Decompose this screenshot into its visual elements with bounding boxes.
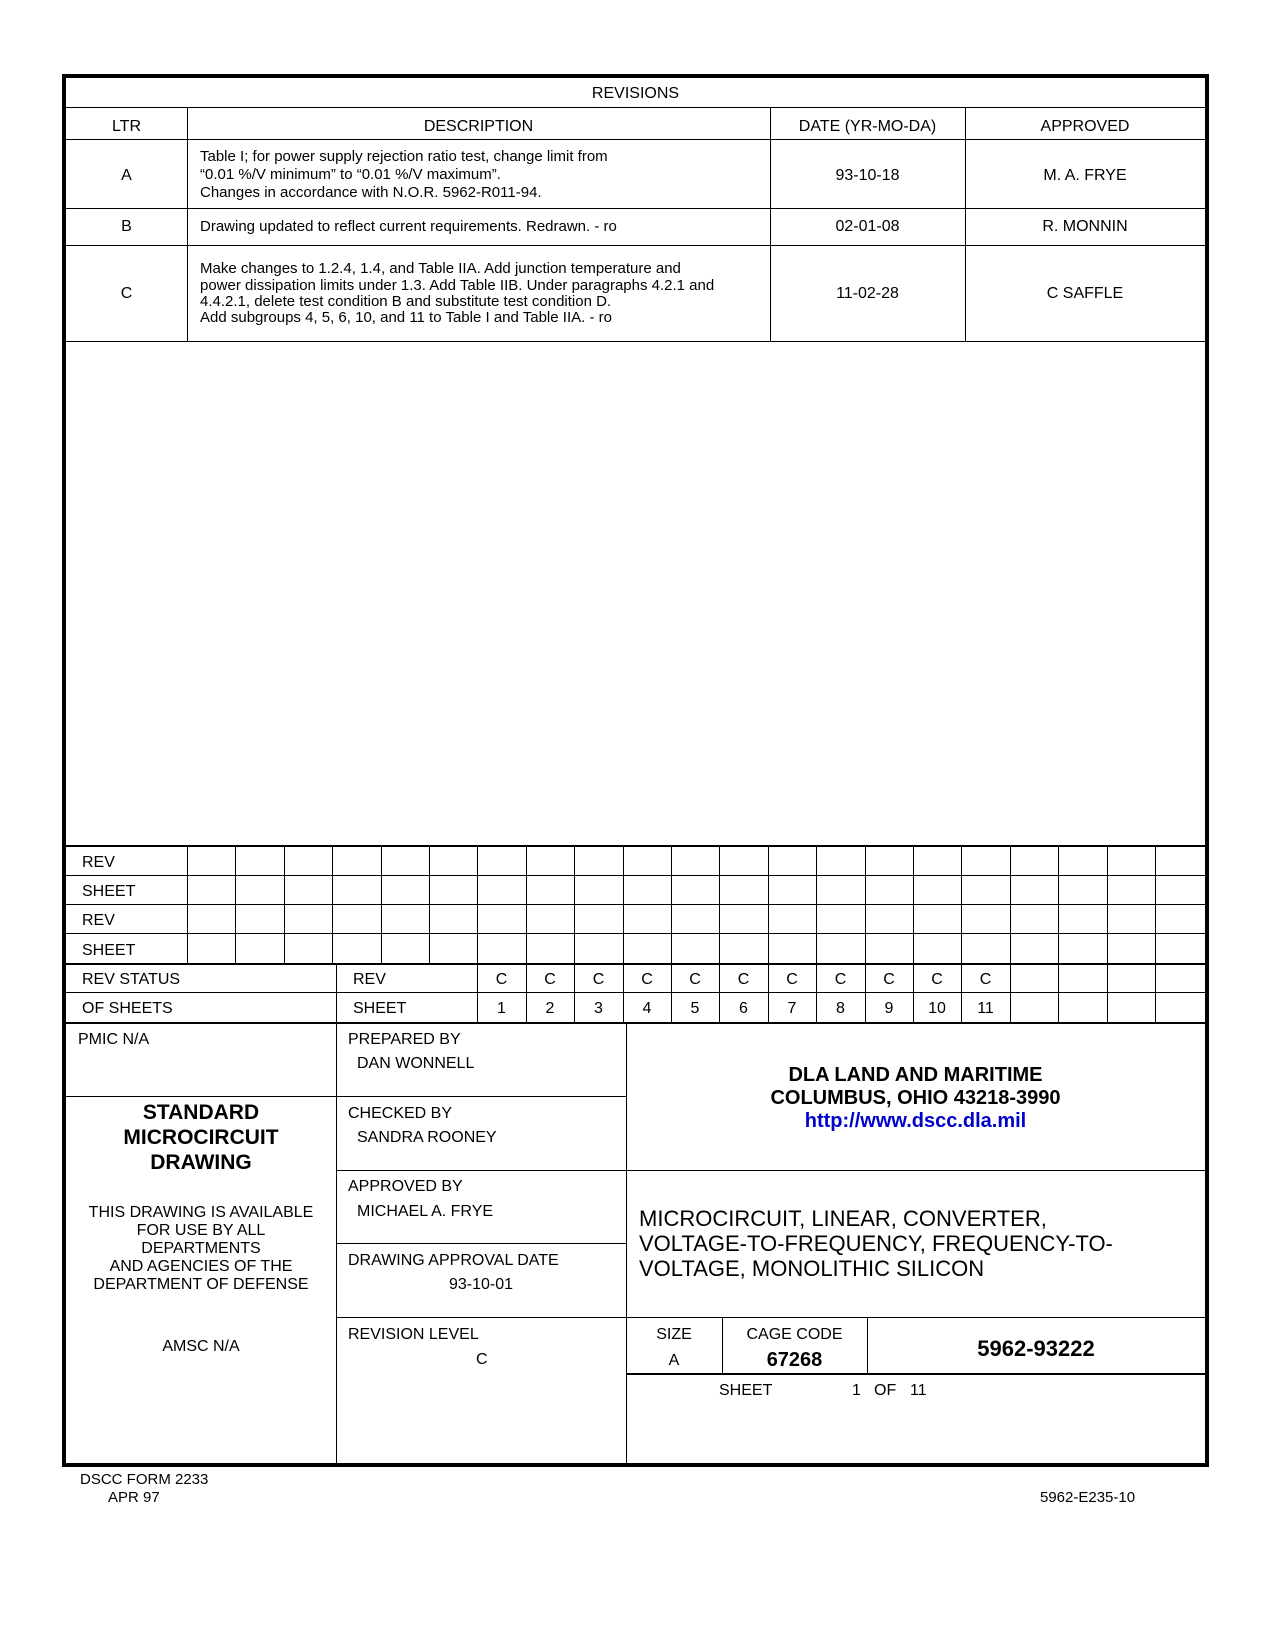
- amsc: AMSC N/A: [162, 1338, 240, 1355]
- cage-code: 67268: [766, 1349, 823, 1371]
- status-sheet-6: 6: [739, 1000, 748, 1017]
- approved-label: APPROVED BY: [348, 1178, 463, 1195]
- rev-c-desc-1: Make changes to 1.2.4, 1.4, and Table IIA. Add junction temperature and: [200, 260, 681, 277]
- status-sheet-10: 10: [928, 1000, 946, 1017]
- drawing-frame: [62, 74, 1209, 1467]
- status-sheet-11: 11: [977, 1000, 994, 1017]
- prepared-label: PREPARED BY: [348, 1031, 461, 1048]
- status-sheet-5: 5: [690, 1000, 700, 1017]
- org-url[interactable]: http://www.dscc.dla.mil: [804, 1110, 1027, 1132]
- rev-status-label: REV STATUS: [82, 971, 181, 988]
- status-rev-5: C: [689, 971, 701, 988]
- document-code: 5962-E235-10: [1040, 1489, 1136, 1506]
- availability-line-4: AND AGENCIES OF THE: [109, 1258, 293, 1275]
- title-line-2: VOLTAGE-TO-FREQUENCY, FREQUENCY-TO-: [639, 1231, 1113, 1256]
- grid-rev-label-1: REV: [82, 854, 115, 871]
- form-date: APR 97: [108, 1489, 160, 1506]
- status-rev-11: C: [979, 971, 992, 988]
- rev-a-approved: M. A. FRYE: [1043, 167, 1127, 184]
- status-sheet-9: 9: [884, 1000, 894, 1017]
- header-ltr: LTR: [111, 118, 142, 135]
- status-sheet-7: 7: [787, 1000, 797, 1017]
- approval-date: 93-10-01: [449, 1276, 514, 1293]
- status-rev-6: C: [737, 971, 750, 988]
- form-number: DSCC FORM 2233: [80, 1471, 209, 1488]
- status-rev-10: C: [931, 971, 943, 988]
- status-sheet-8: 8: [836, 1000, 845, 1017]
- availability-line-3: DEPARTMENTS: [141, 1240, 261, 1257]
- rev-c-ltr: C: [120, 285, 133, 302]
- header-date: DATE (YR-MO-DA): [798, 118, 937, 135]
- grid-sheet-label-2: SHEET: [82, 942, 136, 959]
- status-sheet-2: 2: [545, 1000, 555, 1017]
- checked-by: SANDRA ROONEY: [357, 1129, 497, 1146]
- drawing-number: 5962-93222: [977, 1336, 1095, 1361]
- title-line-1: MICROCIRCUIT, LINEAR, CONVERTER,: [639, 1206, 1047, 1231]
- rev-c-approved: C SAFFLE: [1046, 285, 1124, 302]
- status-sheet-3: 3: [594, 1000, 603, 1017]
- availability-line-2: FOR USE BY ALL: [136, 1222, 266, 1239]
- rev-b-ltr: B: [121, 218, 132, 235]
- rev-a-date: 93-10-18: [835, 167, 900, 184]
- rev-c-desc-3: 4.4.2.1, delete test condition B and substitute test condition D.: [200, 293, 612, 310]
- rev-b-date: 02-01-08: [835, 218, 900, 235]
- rev-a-desc-2: “0.01 %/V minimum” to “0.01 %/V maximum”.: [200, 166, 501, 183]
- status-rev-9: C: [883, 971, 895, 988]
- of-sheets-label: OF SHEETS: [82, 1000, 173, 1017]
- availability-line-5: DEPARTMENT OF DEFENSE: [93, 1276, 309, 1293]
- status-rev-1: C: [495, 971, 508, 988]
- rev-a-desc-1: Table I; for power supply rejection ratio test, change limit from: [200, 148, 608, 165]
- rev-a-ltr: A: [121, 167, 132, 184]
- rev-b-approved: R. MONNIN: [1042, 218, 1128, 235]
- availability-line-1: THIS DRAWING IS AVAILABLE: [88, 1204, 314, 1221]
- grid-sheet-label-1: SHEET: [82, 883, 136, 900]
- approved-by: MICHAEL A. FRYE: [357, 1203, 494, 1220]
- status-rev-7: C: [786, 971, 798, 988]
- status-rev-3: C: [592, 971, 605, 988]
- sheet-number: 1: [852, 1382, 861, 1399]
- revision-level-label: REVISION LEVEL: [348, 1326, 479, 1343]
- pmic: PMIC N/A: [78, 1031, 150, 1048]
- sheet-of-label: OF: [874, 1382, 897, 1399]
- grid-rev-label-2: REV: [82, 912, 115, 929]
- rev-b-desc-1: Drawing updated to reflect current requirements. Redrawn. - ro: [200, 218, 617, 235]
- size-label: SIZE: [656, 1326, 692, 1343]
- sheet-total: 11: [910, 1382, 927, 1399]
- rev-a-desc-3: Changes in accordance with N.O.R. 5962-R011-94.: [200, 184, 542, 201]
- status-sheet-4: 4: [642, 1000, 652, 1017]
- checked-label: CHECKED BY: [348, 1105, 453, 1122]
- prepared-by: DAN WONNELL: [357, 1055, 475, 1072]
- status-sheet-1: 1: [497, 1000, 506, 1017]
- header-description: DESCRIPTION: [423, 118, 534, 135]
- cage-label: CAGE CODE: [746, 1326, 843, 1343]
- org-address: COLUMBUS, OHIO 43218-3990: [770, 1087, 1061, 1109]
- rev-c-desc-2: power dissipation limits under 1.3. Add Table IIB. Under paragraphs 4.2.1 and: [200, 277, 715, 294]
- rev-c-desc-4: Add subgroups 4, 5, 6, 10, and 11 to Table I and Table IIA. - ro: [200, 309, 612, 326]
- org-name: DLA LAND AND MARITIME: [788, 1064, 1043, 1086]
- sheet-label: SHEET: [719, 1382, 773, 1399]
- standard-line-2: MICROCIRCUIT: [123, 1126, 279, 1149]
- header-approved: APPROVED: [1040, 118, 1130, 135]
- standard-line-3: DRAWING: [150, 1151, 252, 1174]
- size-value: A: [668, 1352, 680, 1369]
- title-line-3: VOLTAGE, MONOLITHIC SILICON: [639, 1256, 985, 1281]
- status-rev-label: REV: [353, 971, 386, 988]
- status-rev-8: C: [834, 971, 847, 988]
- status-rev-4: C: [641, 971, 653, 988]
- rev-c-date: 11-02-28: [836, 285, 899, 302]
- status-sheet-label: SHEET: [353, 1000, 407, 1017]
- approval-date-label: DRAWING APPROVAL DATE: [348, 1252, 559, 1269]
- revision-level: C: [476, 1351, 488, 1368]
- revisions-title: REVISIONS: [591, 85, 680, 102]
- standard-line-1: STANDARD: [142, 1101, 260, 1124]
- status-rev-2: C: [544, 971, 556, 988]
